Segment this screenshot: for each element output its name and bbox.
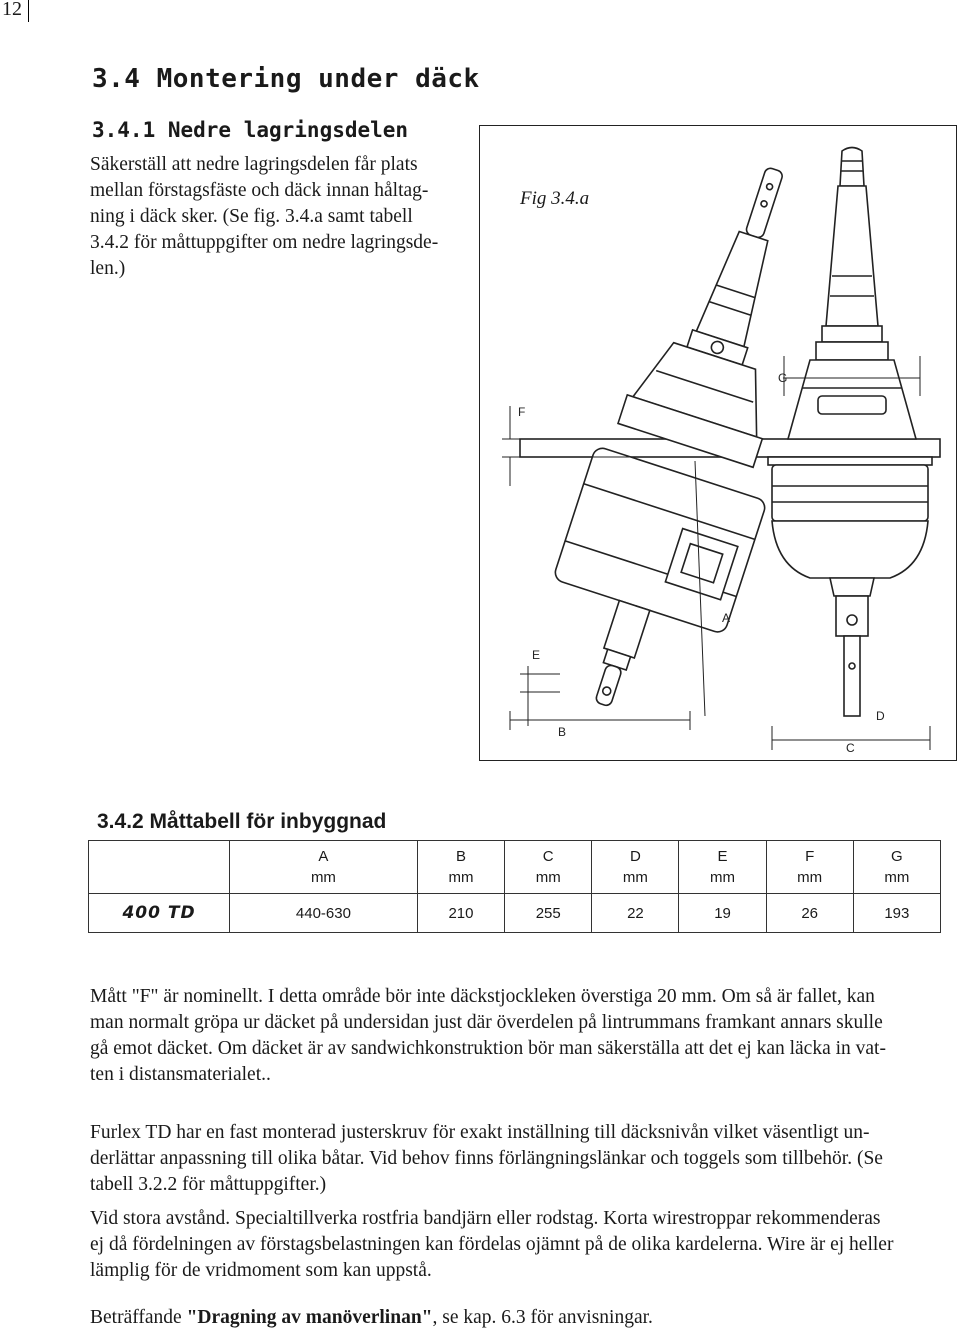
dimension-table	[88, 840, 941, 933]
intro-line: Säkerställ att nedre lagringsdelen får plats	[90, 154, 418, 175]
figure-3-4-a	[479, 125, 957, 761]
section-title: 3.4 Montering under däck	[92, 64, 480, 94]
table-title: 3.4.2 Måttabell för inbyggnad	[97, 810, 387, 833]
paragraph-line: Vid stora avstånd. Specialtillverka rostfria bandjärn eller rodstag. Korta wirestroppar rekommenderas	[90, 1208, 881, 1229]
table-cell: 26	[766, 894, 853, 933]
intro-paragraph	[90, 152, 470, 282]
label-F: F	[518, 405, 526, 419]
table-row	[89, 894, 941, 933]
paragraph-adjusting-screw	[90, 1120, 950, 1198]
label-D: D	[876, 709, 885, 723]
label-G: G	[778, 371, 788, 385]
label-B: B	[558, 725, 567, 739]
page-number: 12	[2, 0, 22, 20]
table-header-cell: F mm	[766, 841, 853, 894]
label-C: C	[846, 741, 855, 755]
paragraph-line: Furlex TD har en fast monterad justerskruv för exakt inställning till däcksnivån vilket väsentligt un-	[90, 1122, 870, 1143]
table-cell: 19	[679, 894, 766, 933]
table-cell: 255	[505, 894, 592, 933]
table-header-cell: A mm	[230, 841, 418, 894]
table-cell: 22	[592, 894, 679, 933]
subsection-title: 3.4.1 Nedre lagringsdelen	[92, 118, 409, 142]
label-E: E	[532, 648, 541, 662]
paragraph-large-distances	[90, 1206, 950, 1284]
table-cell: 193	[853, 894, 940, 933]
page-edge-rule	[28, 0, 29, 22]
paragraph-line: ej då fördelningen av förstagsbelastningen kan fördelas ojämnt på de olika kardelerna. Wire är ej heller	[90, 1234, 894, 1255]
upright-unit	[768, 148, 932, 717]
table-header-cell: D mm	[592, 841, 679, 894]
text-run: Beträffande	[90, 1307, 187, 1328]
paragraph-line: derlättar anpassning till olika båtar. Vid behov finns förlängningslänkar och toggels som tillbehör. (Se	[90, 1148, 883, 1169]
furlex-drawing	[480, 126, 956, 760]
label-A: A	[722, 611, 731, 625]
table-cell: 210	[417, 894, 504, 933]
table-header-cell: C mm	[505, 841, 592, 894]
paragraph-line: gå emot däcket. Om däcket är av sandwichkonstruktion bör man säkerställa att det ej kan läcka in vat-	[90, 1038, 886, 1059]
table-header-empty	[89, 841, 230, 894]
intro-line: 3.4.2 för måttuppgifter om nedre lagringsde-	[90, 232, 439, 253]
intro-line: len.)	[90, 258, 126, 279]
bold-reference: "Dragning av manöverlinan"	[186, 1307, 433, 1328]
paragraph-line: man normalt gröpa ur däcket på undersidan just där överdelen på lintrummans framkant annars skulle	[90, 1012, 883, 1033]
table-header-cell: B mm	[417, 841, 504, 894]
table-header-cell: E mm	[679, 841, 766, 894]
paragraph-nominal-f	[90, 984, 950, 1088]
text-run: , se kap. 6.3 för anvisningar.	[432, 1307, 653, 1328]
table-cell: 440-630	[230, 894, 418, 933]
table-header-cell: G mm	[853, 841, 940, 894]
intro-line: mellan förstagsfäste och däck innan håltag-	[90, 180, 429, 201]
figure-caption: Fig 3.4.a	[520, 188, 590, 209]
paragraph-line: lämplig för de vridmoment som kan uppstå.	[90, 1260, 432, 1281]
model-cell: 400 TD	[89, 894, 230, 933]
paragraph-line: Mått "F" är nominellt. I detta område bör inte däckstjockleken överstiga 20 mm. Om så är fallet, kan	[90, 986, 875, 1007]
paragraph-line: ten i distansmaterialet..	[90, 1064, 271, 1085]
table-header-row	[89, 841, 941, 894]
intro-line: ning i däck sker. (Se fig. 3.4.a samt tabell	[90, 206, 413, 227]
paragraph-control-line	[90, 1305, 950, 1331]
paragraph-line: tabell 3.2.2 för måttuppgifter.)	[90, 1174, 327, 1195]
